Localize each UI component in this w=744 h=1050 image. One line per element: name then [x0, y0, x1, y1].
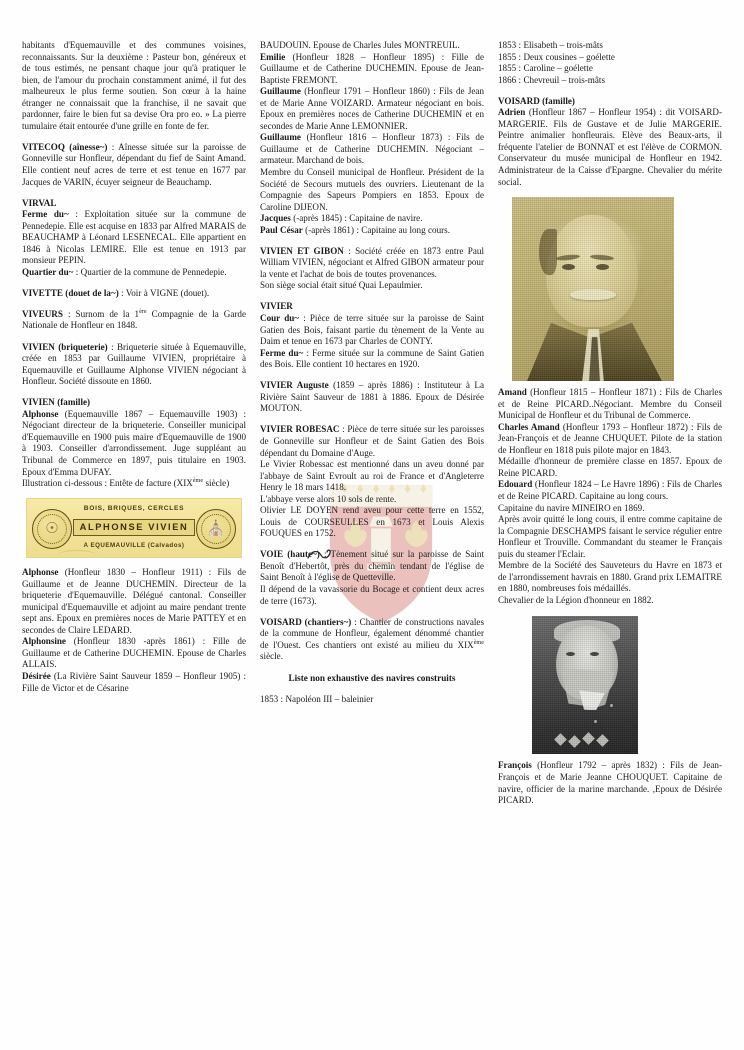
entry-body: : Voir à VIGNE (douet).: [118, 287, 210, 298]
ship-list-item: 1853 : Napoléon III – baleinier: [260, 693, 374, 704]
entry-body: (Honfleur 1828 – Honfleur 1895) : Fille de Guillaume et de Catherine DUCHEMIN. Epouse de Jean-Baptiste FREMONT.: [260, 51, 484, 85]
entry-vivier-robesac: [260, 424, 484, 459]
entry-charles-amand-cont: Médaille d'honneur de première classe en 1857. Epoux de Reine PICARD.: [498, 456, 722, 478]
entry-body: (Honfleur 1815 – Honfleur 1871) : Fils de Charles et de Reine PICARD..Négociant. Membre du Conseil Municipal de Honfleur et du Tribunal de Commerce.: [498, 387, 722, 421]
entry-subhead: Adrien: [498, 107, 526, 118]
entry-body: (Honfleur 1830 – Honfleur 1911) : Fils de Guillaume et de Jeanne DUCHEMIN. Directeur de la briqueterie d'Equemauville. Délégué cantonal. Conseiller municipal d'Equemauville et adjoint au maire pendant trente sept ans. Epoux en premières noces de Marie PATTEY et en secondes de Claire LEDARD.: [22, 567, 246, 635]
entry-body: (-après 1861) : Capitaine au long cours.: [302, 224, 450, 235]
entry-headword: VITECOQ (aînesse~): [22, 141, 108, 152]
entry-subhead: Emilie: [260, 51, 286, 62]
entry-amand: [498, 387, 722, 422]
entry-body: : Exploitation située sur la commune de Pennedepie. Elle est acquise en 1833 par Alfred MARAIS de BEAUCHAMP à Léonard LESENECAL. Elle appartient en 1846 à Nicolas LEMIRE. Elle est tenue en 1913 par monsieur PEPIN.: [22, 209, 246, 266]
entry-vivien-alphonse-1: [22, 409, 246, 478]
ships-list-heading: Liste non exhaustive des navires construits: [288, 672, 456, 683]
entry-body: (Honfleur 1791 – Honfleur 1860) : Fils de Jean et de Marie Anne VOIZARD. Armateur négociant en bois. Epoux en premières noces de Catherine DUCHEMIN et en secondes de Marie Anne LEMONNIER.: [260, 86, 484, 131]
ship-list-item: 1853 : Elisabeth – trois-mâts: [498, 40, 603, 50]
entry-headword: VIVIER ROBESAC: [260, 424, 340, 435]
entry-subhead: Guillaume: [260, 132, 301, 143]
entry-guillaume-2-cont: Membre du Conseil municipal de Honfleur. Président de la Société de Secours mutuels des ouvriers. Lieutenant de la Compagnie des Sapeurs Pompiers en 1853. Epoux de Caroline DIJEON.: [260, 167, 484, 212]
entry-viveurs: [22, 309, 246, 332]
entry-virval-head: [22, 198, 246, 210]
entry-subhead: Alphonse: [22, 408, 59, 419]
entry-headword: VIVETTE (douet de la~): [22, 287, 119, 298]
entry-headword: VIVIEN ET GIBON: [260, 245, 344, 256]
entry-vitecoq: [22, 142, 246, 188]
entry-body: : Surnom de la 1: [62, 308, 140, 319]
illustration-caption: [22, 478, 246, 490]
entry-edouard-cont-3: Membre de la Société des Sauveteurs du Havre en 1873 et de l'arrondissement havrais en 1880. Grand prix LEMAITRE en 1880, nombreuses fois médaillés.: [498, 560, 722, 594]
letterhead-top-line: BOIS, BRIQUES, CERCLES: [83, 504, 185, 512]
ship-list-item: 1855 : Deux cousines – goélette: [498, 51, 615, 62]
entry-vivien-et-gibon-cont: Son siège social était situé Quai Lepaulmier.: [260, 280, 423, 291]
entry-body: (Honfleur 1867 – Honfleur 1954) : dit VOISARD-MARGERIE. Fils de Gustave et de Julie MARGERIE. Peintre animalier honfleurais. Elève des Beaux-arts, il fréquente l'atelier de BONNAT et est l'élève de CORMON. Conservateur du musée municipal de Honfleur en 1942. Administrateur de la Caisse d'Epargne. Chevalier du mérite social.: [498, 107, 722, 187]
entry-body: : Ferme située sur la commune de Saint Gatien des Bois. Elle contient 10 hectares en 1920.: [260, 347, 484, 370]
entry-virval-quartier: [22, 267, 246, 279]
entry-body: (Honfleur 1793 – Honfleur 1872) : Fils de Jean-François et de Jeanne CHUQUET. Pilote de la station de Honfleur en 1818 puis pilote major en 1843.: [498, 421, 722, 455]
entry-body: : Chantier de constructions navales de la commune de Honfleur, également dénommé chantier de l'Ouest. Ces chantiers ont existé au milieu du XIX: [260, 616, 484, 650]
entry-vivier-auguste: [260, 380, 484, 415]
entry-subhead: Charles Amand: [498, 421, 560, 432]
entry-body: (Equemauville 1867 – Equemauville 1903) : Négociant directeur de la briqueterie. Conseiller municipal d'Equemauville en 1900 puis maire d'Equemauville de 1900 à 1903. Conseiller d'arrondissement. Juge suppléant au Tribunal de Commerce en 1897, puis titulaire en 1903. Epoux d'Emma DUFAY.: [22, 408, 246, 477]
entry-headword: VOISARD (famille): [498, 95, 575, 106]
entry-voisard-chantiers: [260, 617, 484, 663]
entry-emilie: [260, 52, 484, 87]
entry-vivier-robesac-cont-1: Le Vivier Robessac est mentionné dans un aveu donné par l'abbaye de Saint Evroult au roi de France et d'Angleterre Henry le 18 mars 1418.: [260, 459, 484, 493]
entry-subhead: Edouard: [498, 479, 533, 490]
ship-list-item: 1866 : Chevreuil – trois-mâts: [498, 74, 605, 85]
entry-edouard-cont-1: Capitaine du navire MINEIRO en 1869.: [498, 502, 645, 513]
entry-vivien-et-gibon: [260, 246, 484, 281]
entry-headword: VIRVAL: [22, 197, 57, 208]
entry-body: : Quartier de la commune de Pennedepie.: [73, 266, 227, 277]
entry-jacques: [260, 213, 484, 225]
entry-vivier-ferme: [260, 348, 484, 371]
entry-headword: VIVIEN (briqueterie): [22, 341, 108, 352]
entry-virval-ferme: [22, 209, 246, 267]
invoice-letterhead-illustration: [26, 498, 242, 558]
entry-subhead: Alphonsine: [22, 636, 66, 647]
three-column-layout: [22, 40, 722, 1020]
entry-subhead: Paul César: [260, 224, 303, 235]
entry-vivien-alphonse-2: [22, 567, 246, 636]
caption-text: Illustration ci-dessous : Entête de facture (XIX: [22, 478, 193, 489]
entry-body: : Pièce de terre située sur les paroisses de Gonneville sur Honfleur et de Saint Gatien des Bois dépendant du Domaine d'Auge.: [260, 424, 485, 458]
entry-vivien-desiree: [22, 671, 246, 694]
entry-charles-amand: [498, 422, 722, 457]
entry-vivier-robesac-cont-2: L'abbaye verse alors 10 sols de rente.: [260, 493, 397, 504]
entry-subhead: Amand: [498, 387, 527, 398]
entry-subhead: Quartier du~: [22, 266, 74, 277]
caption-text-cont: siècle): [203, 478, 230, 489]
photo-grain-texture: [532, 616, 638, 754]
entry-edouard: [498, 479, 722, 502]
ship-list-item: 1855 : Caroline – goélette: [498, 63, 593, 74]
entry-body: : Société créée en 1873 entre Paul William VIVIEN, négociant et Alfred GIBON armateur pour la vente et l'achat de bois de toutes provenances.: [260, 245, 484, 279]
photo-grain-texture: [512, 197, 674, 381]
letterhead-smudge: [57, 550, 97, 558]
entry-body-cont: Compagnie de la Garde Nationale de Honfleur en 1848.: [22, 308, 246, 331]
entry-edouard-cont-2: Après avoir quitté le long cours, il entre comme capitaine de la Compagnie DESCHAMPS faisant le service régulier entre Honfleur et Trouville. Commandant du steamer le Français puis du steamer l'Eclair.: [498, 514, 722, 559]
entry-subhead: Ferme du~: [22, 209, 69, 220]
entry-body: (Honfleur 1816 – Honfleur 1873) : Fils de Guillaume et de Catherine DUCHEMIN. Négociant – armateur. Marchand de bois.: [260, 132, 484, 166]
entry-adrien: [498, 107, 722, 188]
entry-guillaume-1: [260, 86, 484, 132]
entry-edouard-cont-4: Chevalier de la Légion d'honneur en 1882.: [498, 594, 654, 605]
entry-subhead: Cour du~: [260, 313, 300, 324]
entry-body: : Aînesse située sur la paroisse de Gonneville sur Honfleur, dépendant du fief de Saint Amand. Elle contient neuf acres de terre et est tenue en 1677 par Jacques de VARIN, écuyer seigneur de Beauchamp.: [22, 141, 246, 187]
entry-headword: VIVIER Auguste: [260, 380, 329, 391]
entry-vivien-alphonsine: [22, 636, 246, 671]
entry-body: (1859 – après 1886) : Instituteur à La Rivière Saint Sauveur de 1881 à 1886. Epoux de Désirée MOUTON.: [260, 380, 484, 414]
entry-subhead: Ferme du~: [260, 347, 304, 358]
entry-subhead: Désirée: [22, 671, 51, 682]
entry-subhead: Guillaume: [260, 86, 301, 97]
entry-subhead: Jacques: [260, 213, 291, 224]
ordinal-superscript: ère: [139, 307, 147, 315]
letterhead-bottom-line: A EQUEMAUVILLE (Calvados): [83, 541, 185, 549]
entry-guillaume-2: [260, 132, 484, 167]
letterhead-center-name: ALPHONSE VIVIEN: [79, 522, 189, 533]
entry-vivier-cour: [260, 313, 484, 348]
entry-voie-haute: [260, 549, 484, 584]
entry-body: (-après 1845) : Capitaine de navire.: [290, 213, 423, 224]
entry-headword: VIVEURS: [22, 308, 63, 319]
entry-voisard-famille-head: [498, 96, 722, 108]
letterhead-name-bar: [73, 519, 195, 536]
factory-emblem-seal-icon: ⛪: [196, 509, 236, 549]
entry-headword: VOISARD (chantiers~): [260, 616, 352, 627]
entry-body: (Honfleur 1824 – Le Havre 1896) : Fils de Charles et de Reine PICARD. Capitaine au long cours.: [498, 479, 722, 501]
column-1: [22, 40, 246, 1020]
entry-body-cont: siècle.: [260, 651, 283, 662]
entry-francois: [498, 760, 722, 806]
entry-headword: VOIE (haute~): [260, 549, 320, 560]
entry-vivien-briqueterie: [22, 342, 246, 388]
column-3: [498, 40, 722, 1020]
entry-headword: VIVIER: [260, 301, 293, 312]
entry-vivier-robesac-cont-3: Olivier LE DOYEN rend aveu pour cette terre en 1552, Louis de COURSEULLES en 1673 et Louis Alexis FOUQUES en 1752.: [260, 505, 484, 539]
ordinal-superscript: ème: [473, 638, 484, 646]
entry-body: (Honfleur 1792 – après 1832) : Fils de Jean-François et de Marie Jeanne CHOUQUET. Capitaine de navire, officier de la marine marchande. ,Epoux de Désirée PICARD.: [498, 760, 722, 806]
paragraph-continuation: BAUDOUIN. Epouse de Charles Jules MONTREUIL.: [260, 40, 460, 50]
ordinal-superscript: ème: [192, 477, 204, 485]
entry-voie-haute-cont: Il dépend de la vavassorie du Bocage et contient deux acres de terre (1673).: [260, 584, 484, 606]
entry-headword: VIVIEN (famille): [22, 397, 91, 408]
portrait-photo-francois-voisard: [532, 616, 638, 754]
medallion-profile-seal-icon: ☉: [32, 509, 72, 549]
entry-body: (La Rivière Saint Sauveur 1859 – Honfleur 1905) : Fille de Victor et de Césarine: [22, 671, 246, 693]
entry-vivette: [22, 288, 246, 300]
entry-subhead: Alphonse: [22, 567, 59, 578]
entry-body: (Honfleur 1830 -après 1861) : Fille de Guillaume et de Catherine DUCHEMIN. Epouse de Charles ALLAIS.: [22, 636, 246, 670]
entry-paul-cesar: [260, 225, 484, 237]
entry-subhead: François: [498, 760, 532, 771]
entry-vivien-famille-head: [22, 397, 246, 409]
portrait-photo-adrien-voisard-margerie: [512, 197, 674, 381]
entry-body: : Tènement situé sur la paroisse de Saint Benoît d'Hebertôt, près du chemin tendant de l'église de Saint Benoît à l'église de Quetteville.: [260, 549, 484, 583]
entry-body: : Briqueterie située à Equemauville, créée en 1853 par Guillaume VIVIEN, propriétaire à Equemauville et Guillaume Alphonse VIVIEN négociant à Honfleur. Société dissoute en 1860.: [22, 341, 246, 387]
entry-vivier-head: [260, 301, 484, 313]
column-2: [260, 40, 484, 1020]
paragraph-continuation: habitants d'Equemauville et des communes voisines, reconnaissants. Sur la deuxième : Pasteur bon, généreux et de tous estimés, ne pensant chaque jour qu'à pratiquer le bien, de l'amour du prochain constamment animé, il fut des malheureux le plus ferme soutien. Son cœur à la haine étranger ne connaissait que la franchise, il ne savait que pardonner, faire le bien fut sa devise Ora pro eo. » La pierre tumulaire était entourée d'une grille en fonte de fer.: [22, 40, 246, 131]
entry-body: : Pièce de terre située sur la paroisse de Saint Gatien des Bois, faisant partie du tènement de la Vente au Daim et tenue en 1673 par Charles de CONTY.: [260, 313, 485, 347]
